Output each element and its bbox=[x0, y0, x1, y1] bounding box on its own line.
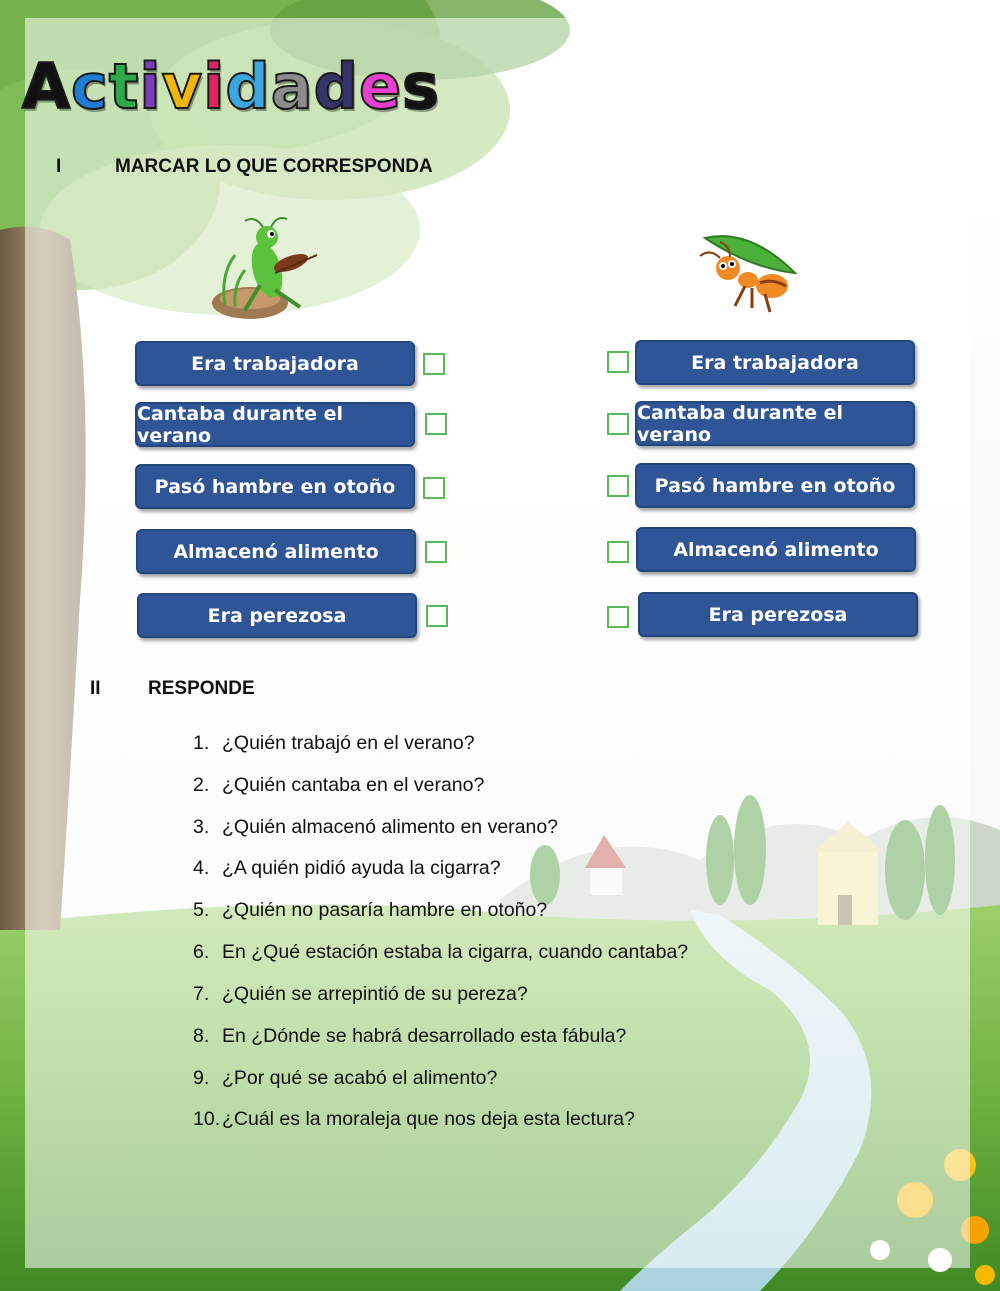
right-checkbox-2[interactable] bbox=[607, 475, 629, 497]
left-checkbox-0[interactable] bbox=[423, 353, 445, 375]
title-letter: i bbox=[139, 50, 162, 123]
left-option-4[interactable]: Era perezosa bbox=[137, 593, 417, 638]
question-6: 6. En ¿Qué estación estaba la cigarra, cuando cantaba? bbox=[193, 941, 689, 963]
title-letter: A bbox=[22, 50, 71, 123]
question-9: 9. ¿Por qué se acabó el alimento? bbox=[193, 1067, 498, 1089]
content-panel bbox=[25, 18, 970, 1268]
right-option-2[interactable]: Pasó hambre en otoño bbox=[635, 463, 915, 508]
title-letter: c bbox=[70, 50, 109, 123]
left-option-1[interactable]: Cantaba durante el verano bbox=[135, 402, 415, 447]
title-letter: v bbox=[161, 50, 204, 123]
title-letter: e bbox=[358, 50, 403, 123]
title-letter: a bbox=[270, 50, 314, 123]
section-1-heading: MARCAR LO QUE CORRESPONDA bbox=[115, 156, 433, 177]
right-option-3[interactable]: Almacenó alimento bbox=[636, 527, 916, 572]
left-checkbox-1[interactable] bbox=[425, 413, 447, 435]
section-1-number: I bbox=[56, 156, 62, 177]
right-option-4[interactable]: Era perezosa bbox=[638, 592, 918, 637]
right-checkbox-3[interactable] bbox=[607, 541, 629, 563]
question-5: 5. ¿Quién no pasaría hambre en otoño? bbox=[193, 899, 548, 921]
left-option-2[interactable]: Pasó hambre en otoño bbox=[135, 464, 415, 509]
question-10: 10.¿Cuál es la moraleja que nos deja esta lectura? bbox=[193, 1108, 635, 1130]
question-4: 4. ¿A quién pidió ayuda la cigarra? bbox=[193, 857, 501, 879]
title-letter: i bbox=[203, 50, 226, 123]
question-8: 8. En ¿Dónde se habrá desarrollado esta fábula? bbox=[193, 1025, 627, 1047]
page-title bbox=[22, 50, 440, 123]
left-checkbox-4[interactable] bbox=[426, 605, 448, 627]
grasshopper-violin-icon bbox=[205, 215, 325, 325]
question-2: 2. ¿Quién cantaba en el verano? bbox=[193, 774, 485, 796]
left-option-3[interactable]: Almacenó alimento bbox=[136, 529, 416, 574]
left-option-0[interactable]: Era trabajadora bbox=[135, 341, 415, 386]
left-checkbox-2[interactable] bbox=[423, 477, 445, 499]
right-option-0[interactable]: Era trabajadora bbox=[635, 340, 915, 385]
question-1: 1. ¿Quién trabajó en el verano? bbox=[193, 732, 475, 754]
right-checkbox-4[interactable] bbox=[607, 606, 629, 628]
left-checkbox-3[interactable] bbox=[425, 541, 447, 563]
question-7: 7. ¿Quién se arrepintió de su pereza? bbox=[193, 983, 528, 1005]
question-3: 3. ¿Quién almacenó alimento en verano? bbox=[193, 816, 559, 838]
right-checkbox-0[interactable] bbox=[607, 351, 629, 373]
section-2-heading: RESPONDE bbox=[148, 678, 255, 699]
title-letter: t bbox=[108, 50, 140, 123]
title-letter: d bbox=[313, 50, 359, 123]
title-letter: s bbox=[402, 50, 440, 123]
right-checkbox-1[interactable] bbox=[607, 413, 629, 435]
title-letter: d bbox=[225, 50, 271, 123]
right-option-1[interactable]: Cantaba durante el verano bbox=[635, 401, 915, 446]
section-2-number: II bbox=[90, 678, 101, 699]
ant-leaf-icon bbox=[690, 228, 805, 318]
